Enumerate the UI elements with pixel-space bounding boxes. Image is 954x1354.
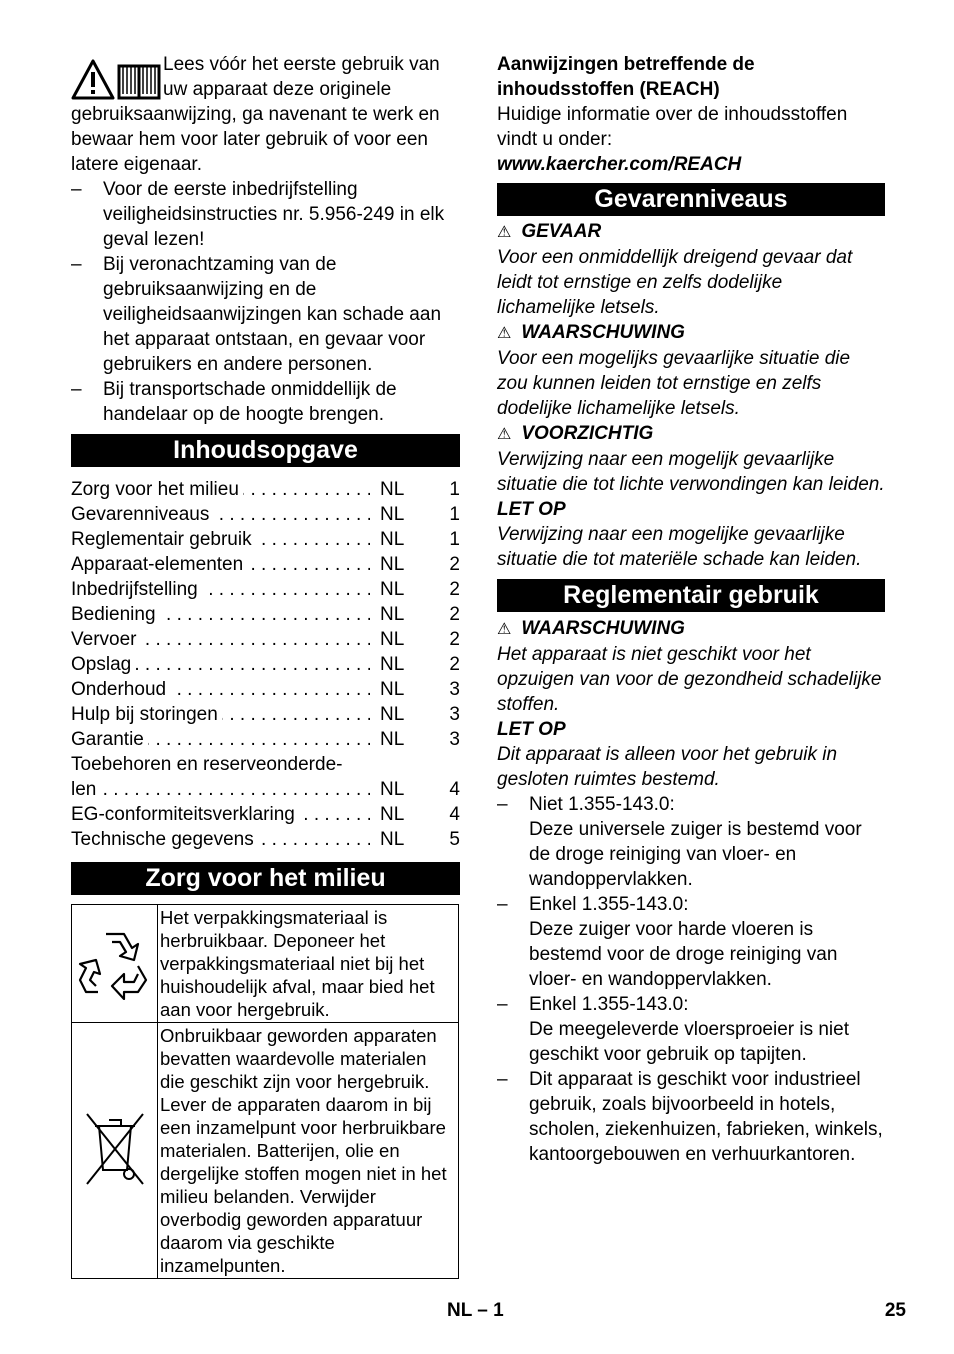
usage-block bbox=[497, 616, 885, 1167]
toc-entry-lang: NL bbox=[380, 479, 405, 500]
usage-heading: Reglementair gebruik bbox=[497, 579, 885, 612]
toc-entry-title: Hulp bij storingen . . . bbox=[71, 702, 370, 727]
warning-triangle-icon: ⚠ bbox=[497, 325, 512, 342]
right-column bbox=[497, 52, 885, 1167]
toc-entry[interactable] bbox=[71, 577, 460, 602]
hazard-text: Voor een mogelijks gevaarlijke situatie die zou kunnen leiden tot ernstige en zelfs dodelijke lichamelijke letsels. bbox=[497, 348, 851, 419]
toc-entry-prefix: Toebehoren en reserveonderde- bbox=[71, 754, 343, 775]
table-row bbox=[72, 1023, 459, 1279]
toc-entry-title: Onderhoud . . . bbox=[71, 677, 370, 702]
environment-heading: Zorg voor het milieu bbox=[71, 862, 460, 895]
toc-entry-title: Apparaat-elementen . . . bbox=[71, 552, 370, 577]
usage-warning-text: Het apparaat is niet geschikt voor het opzuigen van voor de gezondheid schadelijke stoffen. bbox=[497, 644, 882, 715]
list-item: – Enkel 1.355-143.0: Deze zuiger voor harde vloeren is bestemd voor de droge reiniging van vloer- en wandoppervlakken. bbox=[497, 892, 885, 992]
list-item: – Dit apparaat is geschikt voor industrieel gebruik, zoals bijvoorbeeld in hotels, scholen, ziekenhuizen, fabrieken, winkels, kantoorgebouwen en verhuurkantoren. bbox=[497, 1067, 885, 1167]
toc-entry-lang: NL bbox=[380, 629, 405, 650]
table-of-contents bbox=[71, 477, 460, 852]
table-row bbox=[72, 905, 459, 1023]
toc-entry[interactable] bbox=[71, 777, 460, 802]
warning-triangle-icon: ⚠ bbox=[497, 426, 512, 443]
hazard-heading: Gevarenniveaus bbox=[497, 183, 885, 216]
toc-entry-title: Bediening . . . bbox=[71, 602, 370, 627]
hazard-text: Verwijzing naar een mogelijke gevaarlijke situatie die tot materiële schade kan leiden. bbox=[497, 524, 862, 570]
reach-text: Huidige informatie over de inhoudsstoffen vindt u onder: bbox=[497, 104, 848, 150]
toc-entry-page: 3 bbox=[449, 704, 460, 725]
environment-table bbox=[71, 904, 459, 1279]
toc-entry-page: 3 bbox=[449, 679, 460, 700]
hazard-label: ⚠ WAARSCHUWING bbox=[497, 322, 685, 343]
toc-entry-title: EG-conformiteitsverklaring . . . bbox=[71, 802, 370, 827]
toc-entry[interactable] bbox=[71, 602, 460, 627]
list-item: – Bij transportschade onmiddellijk de handelaar op de hoogte brengen. bbox=[71, 377, 460, 427]
toc-entry-page: 2 bbox=[449, 579, 460, 600]
list-item: – Niet 1.355-143.0: Deze universele zuiger is bestemd voor de droge reiniging van vloer- en wandoppervlakken. bbox=[497, 792, 885, 892]
reach-link[interactable]: www.kaercher.com/REACH bbox=[497, 154, 742, 175]
toc-entry-title: Vervoer . . . bbox=[71, 627, 370, 652]
toc-entry-lang: NL bbox=[380, 779, 405, 800]
toc-entry[interactable] bbox=[71, 702, 460, 727]
intro-block bbox=[71, 52, 460, 427]
toc-heading: Inhoudsopgave bbox=[71, 434, 460, 467]
toc-entry-title: Zorg voor het milieu . . . bbox=[71, 477, 370, 502]
recycle-text: Het verpakkingsmateriaal is herbruikbaar. Deponeer het verpakkingsmateriaal niet bij het huishoudelijk afval, maar bied het aan voor hergebruik. bbox=[158, 905, 459, 1023]
toc-entry-page: 1 bbox=[449, 479, 460, 500]
toc-entry-title: Gevarenniveaus . . . bbox=[71, 502, 370, 527]
toc-entry-title: Technische gegevens . . . bbox=[71, 827, 370, 852]
toc-entry[interactable] bbox=[71, 677, 460, 702]
toc-entry-page: 2 bbox=[449, 604, 460, 625]
toc-entry-lang: NL bbox=[380, 704, 405, 725]
toc-entry-lang: NL bbox=[380, 829, 405, 850]
toc-entry-page: 3 bbox=[449, 729, 460, 750]
usage-note-text: Dit apparaat is alleen voor het gebruik in gesloten ruimtes bestemd. bbox=[497, 744, 838, 790]
left-column bbox=[71, 52, 460, 1279]
toc-entry[interactable] bbox=[71, 802, 460, 827]
toc-entry[interactable] bbox=[71, 627, 460, 652]
toc-entry-page: 2 bbox=[449, 629, 460, 650]
toc-entry-page: 2 bbox=[449, 654, 460, 675]
toc-entry-page: 1 bbox=[449, 504, 460, 525]
toc-entry-lang: NL bbox=[380, 579, 405, 600]
toc-entry-lang: NL bbox=[380, 654, 405, 675]
toc-entry-lang: NL bbox=[380, 504, 405, 525]
toc-entry-page: 1 bbox=[449, 529, 460, 550]
warning-triangle-icon: ⚠ bbox=[497, 621, 512, 638]
toc-entry-lang: NL bbox=[380, 729, 405, 750]
toc-entry[interactable] bbox=[71, 652, 460, 677]
toc-entry-page: 5 bbox=[449, 829, 460, 850]
crossed-bin-icon bbox=[79, 1108, 151, 1188]
toc-entry[interactable] bbox=[71, 552, 460, 577]
toc-entry[interactable] bbox=[71, 502, 460, 527]
list-item: – Enkel 1.355-143.0: De meegeleverde vloersproeier is niet geschikt voor gebruik op tapijten. bbox=[497, 992, 885, 1067]
hazard-label: ⚠ VOORZICHTIG bbox=[497, 423, 654, 444]
list-item: – Voor de eerste inbedrijfstelling veiligheidsinstructies nr. 5.956-249 in elk geval lezen! bbox=[71, 177, 460, 252]
hazard-levels bbox=[497, 219, 885, 572]
usage-warning-label: ⚠ WAARSCHUWING bbox=[497, 618, 685, 639]
page-number: 25 bbox=[884, 1300, 906, 1321]
toc-entry-lang: NL bbox=[380, 679, 405, 700]
toc-entry-lang: NL bbox=[380, 554, 405, 575]
toc-entry[interactable] bbox=[71, 527, 460, 552]
toc-entry-title: Garantie . . . bbox=[71, 727, 370, 752]
weee-text: Onbruikbaar geworden apparaten bevatten waardevolle materialen die geschikt zijn voor hergebruik. Lever de apparaten daarom in bij een inzamelpunt voor herbruikbare materialen. Batterijen, olie en dergelijke stoffen mogen niet in het milieu belanden. Verwijder overbodig geworden apparatuur daarom via geschikte inzamelpunten. bbox=[158, 1023, 459, 1279]
warning-manual-icon bbox=[71, 58, 163, 102]
footer-section-label: NL – 1 bbox=[447, 1300, 504, 1321]
toc-entry-page: 4 bbox=[449, 804, 460, 825]
warning-triangle-icon: ⚠ bbox=[497, 224, 512, 241]
hazard-text: Verwijzing naar een mogelijk gevaarlijke situatie die tot lichte verwondingen kan leiden. bbox=[497, 449, 885, 495]
toc-entry-title: len . . . bbox=[71, 777, 370, 802]
hazard-text: Voor een onmiddellijk dreigend gevaar dat leidt tot ernstige en zelfs dodelijke lichamelijke letsels. bbox=[497, 247, 853, 318]
recycle-cell bbox=[72, 905, 158, 1023]
toc-entry-lang: NL bbox=[380, 804, 405, 825]
toc-entry[interactable] bbox=[71, 827, 460, 852]
toc-entry-title: Reglementair gebruik . . . bbox=[71, 527, 370, 552]
recycle-icon bbox=[76, 922, 154, 1000]
toc-entry-page: 2 bbox=[449, 554, 460, 575]
list-item: – Bij veronachtzaming van de gebruiksaanwijzing en de veiligheidsaanwijzingen kan schade aan het apparaat ontstaan, en gevaar voor gebruikers en andere personen. bbox=[71, 252, 460, 377]
toc-entry-lang: NL bbox=[380, 529, 405, 550]
usage-list bbox=[497, 792, 885, 1167]
weee-cell bbox=[72, 1023, 158, 1279]
intro-list bbox=[71, 177, 460, 427]
hazard-label: ⚠ GEVAAR bbox=[497, 221, 602, 242]
toc-entry[interactable] bbox=[71, 477, 460, 502]
reach-heading: Aanwijzingen betreffende de inhoudsstoffen (REACH) bbox=[497, 54, 755, 100]
toc-entry-title: Inbedrijfstelling . . . bbox=[71, 577, 370, 602]
intro-text: Lees vóór het eerste gebruik van uw apparaat deze originele gebruiksaanwijzing, ga navenant te werk en bewaar hem voor later gebruik of voor een latere eigenaar. bbox=[71, 54, 440, 175]
toc-entry-lang: NL bbox=[380, 604, 405, 625]
hazard-label: LET OP bbox=[497, 499, 566, 520]
toc-entry[interactable] bbox=[71, 727, 460, 752]
toc-entry-title: Opslag . . . bbox=[71, 652, 370, 677]
usage-note-label: LET OP bbox=[497, 719, 566, 740]
toc-entry-page: 4 bbox=[449, 779, 460, 800]
